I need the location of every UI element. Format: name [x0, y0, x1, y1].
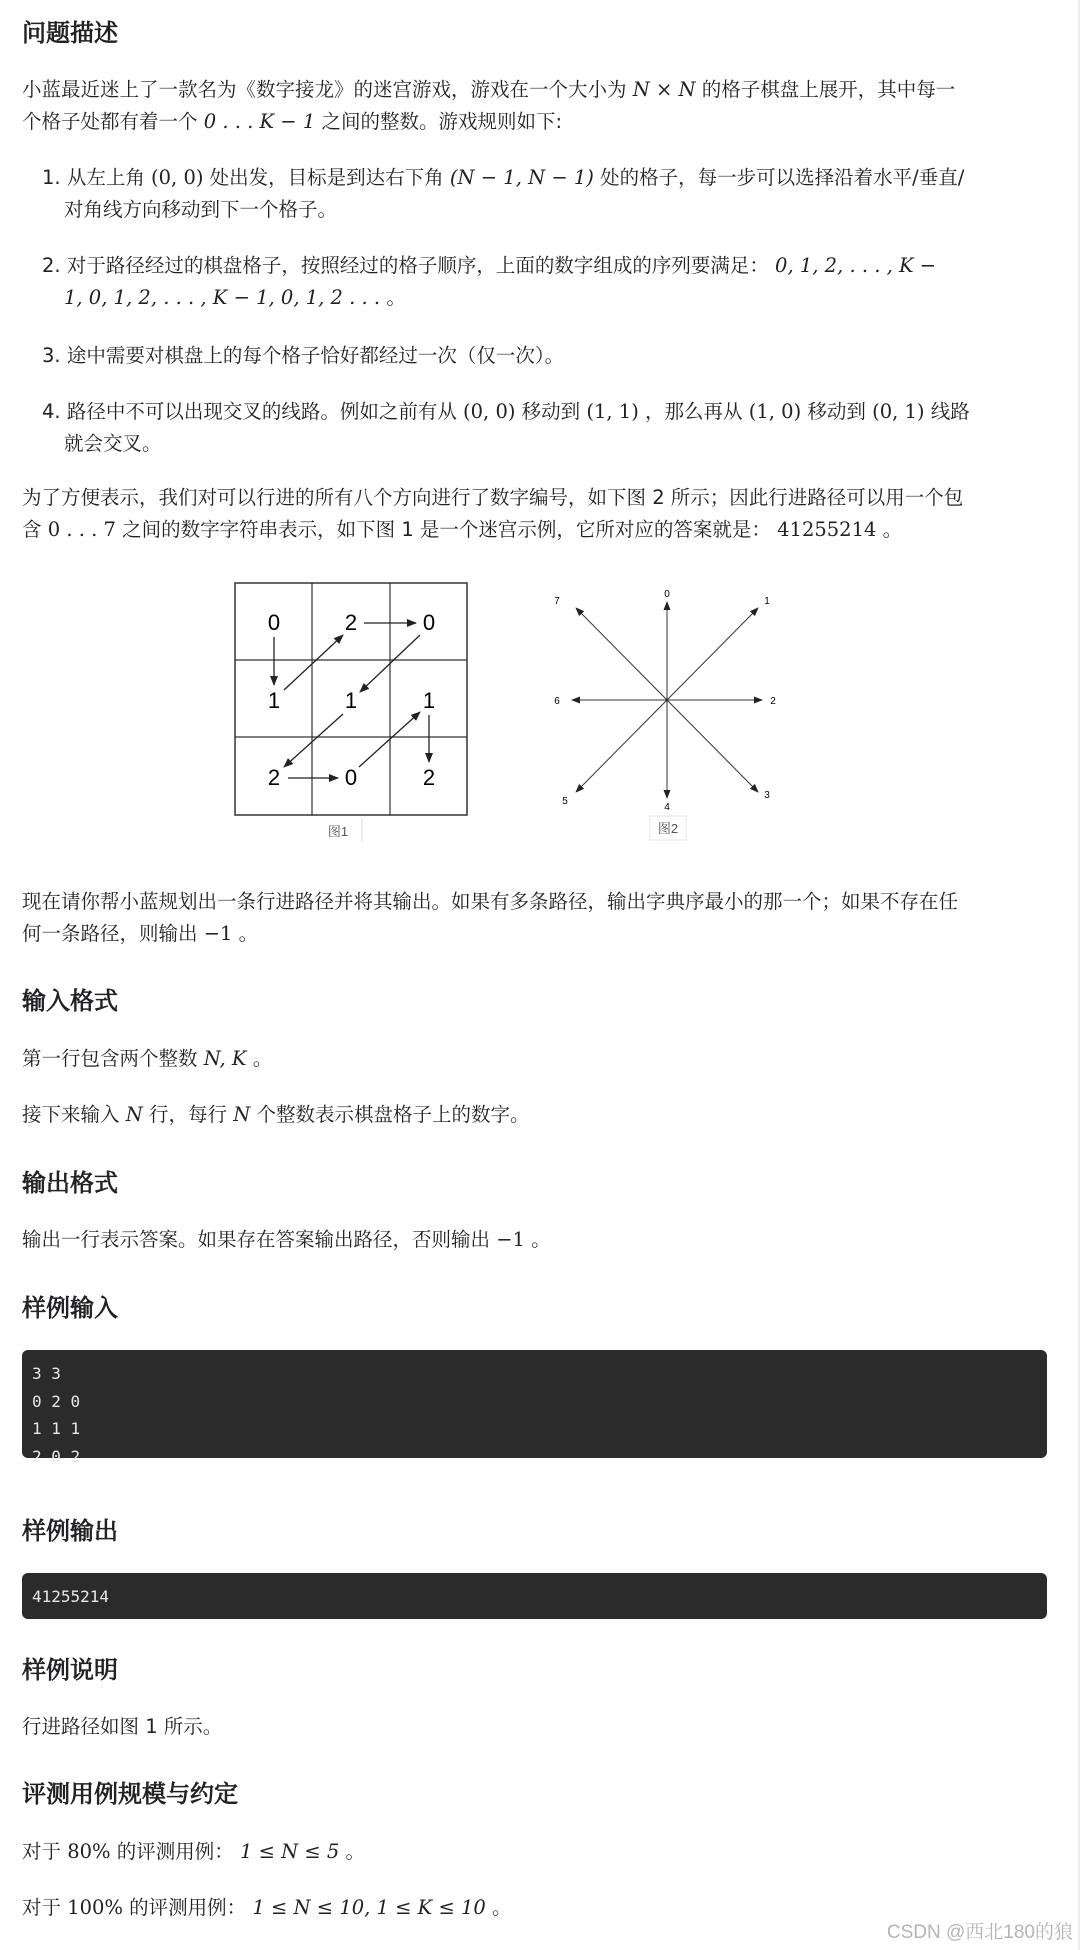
sample-explanation-text: 行进路径如图 1 所示。 — [22, 1715, 223, 1738]
direction-label-6: 6 — [554, 696, 560, 707]
constraint-line-2: 对于 100% 的评测用例： 1 ≤ N ≤ 10, 1 ≤ K ≤ 10 。 — [22, 1896, 512, 1919]
rule-3: 3. 途中需要对棋盘上的每个格子恰好都经过一次（仅一次）。 — [42, 344, 565, 367]
direction-label-7: 7 — [554, 596, 560, 607]
direction-label-2: 2 — [770, 696, 776, 707]
cell-1-2: 1 — [422, 688, 436, 713]
figure-2-caption: 图2 — [657, 821, 679, 836]
cell-1-1: 1 — [344, 688, 358, 713]
rule-1: 1. 从左上角 (0, 0) 处出发，目标是到达右下角 (N − 1, N − 1) 处的格子，每一步可以选择沿着水平/垂直/ 对角线方向移动到下一个格子。 — [42, 166, 965, 221]
path-arrow — [284, 635, 343, 690]
cell-2-0: 2 — [267, 765, 281, 790]
direction-label-3: 3 — [764, 790, 770, 801]
figure-1-caption: 图1 — [327, 824, 349, 839]
code-line: 41255214 — [32, 1587, 110, 1606]
direction-7-arrow — [576, 608, 667, 700]
code-line: 3 3 — [32, 1364, 61, 1383]
sample-output-code-block — [22, 1573, 1047, 1619]
heading-sample-output: 样例输出 — [22, 1517, 118, 1545]
direction-label-4: 4 — [664, 802, 670, 813]
heading-problem: 问题描述 — [22, 19, 118, 47]
rule-2: 2. 对于路径经过的棋盘格子，按照经过的格子顺序，上面的数字组成的序列要满足： 0, 1, 2, . . . , K − 1, 0, 1, 2, . . . , K − 1, 0, 1, 2 . . . 。 — [42, 254, 937, 309]
heading-sample-input: 样例输入 — [22, 1294, 118, 1322]
rule-4: 4. 路径中不可以出现交叉的线路。例如之前有从 (0, 0) 移动到 (1, 1) ，那么再从 (1, 0) 移动到 (0, 1) 线路 就会交叉。 — [42, 400, 970, 455]
code-line: 1 1 1 — [32, 1419, 81, 1438]
direction-label-1: 1 — [764, 596, 770, 607]
sample-input-code-block — [22, 1350, 1047, 1466]
direction-label-0: 0 — [664, 589, 670, 600]
path-arrow — [284, 714, 343, 767]
direction-1-arrow — [667, 608, 758, 700]
paragraph-task-1: 现在请你帮小蓝规划出一条行进路径并将其输出。如果有多条路径，输出字典序最小的那一个；如果不存在任 — [22, 890, 959, 913]
input-format-line-2: 接下来输入 N 行，每行 N 个整数表示棋盘格子上的数字。 — [22, 1103, 530, 1126]
direction-5-arrow — [576, 700, 667, 792]
page-right-border — [1078, 0, 1080, 1950]
code-line: 2 0 2 — [32, 1446, 81, 1466]
paragraph-task-2: 何一条路径，则输出 −1 。 — [22, 922, 259, 945]
figure-2-directions — [545, 580, 790, 850]
direction-label-5: 5 — [562, 796, 568, 807]
intro-line-2: 个格子处都有着一个 0 . . . K − 1 之间的整数。游戏规则如下: — [22, 110, 563, 133]
paragraph-directions-2: 含 0 . . . 7 之间的数字字符串表示，如下图 1 是一个迷宫示例，它所对应的答案就是： 41255214 。 — [22, 518, 903, 541]
figure-1-maze — [230, 580, 480, 850]
csdn-watermark: CSDN @西北180的狼 — [886, 1922, 1073, 1943]
heading-input-format: 输入格式 — [22, 987, 118, 1015]
output-format-line: 输出一行表示答案。如果存在答案输出路径，否则输出 −1 。 — [22, 1228, 551, 1251]
cell-0-1: 2 — [344, 610, 358, 635]
code-line: 0 2 0 — [32, 1391, 81, 1411]
input-format-line-1: 第一行包含两个整数 N, K 。 — [22, 1047, 273, 1070]
heading-output-format: 输出格式 — [22, 1169, 118, 1197]
heading-constraints: 评测用例规模与约定 — [22, 1780, 238, 1808]
heading-sample-explanation: 样例说明 — [22, 1656, 118, 1684]
paragraph-directions-1: 为了方便表示，我们对可以行进的所有八个方向进行了数字编号，如下图 2 所示；因此行进路径可以用一个包 — [22, 486, 964, 509]
cell-1-0: 1 — [267, 688, 281, 713]
direction-3-arrow — [667, 700, 758, 792]
intro-line-1: 小蓝最近迷上了一款名为《数字接龙》的迷宫游戏，游戏在一个大小为 N × N 的格子棋盘上展开，其中每一 — [22, 78, 956, 101]
cell-2-2: 2 — [422, 765, 436, 790]
cell-2-1: 0 — [344, 765, 358, 790]
cell-0-0: 0 — [267, 610, 281, 635]
cell-0-2: 0 — [422, 610, 436, 635]
constraint-line-1: 对于 80% 的评测用例： 1 ≤ N ≤ 5 。 — [22, 1840, 366, 1863]
